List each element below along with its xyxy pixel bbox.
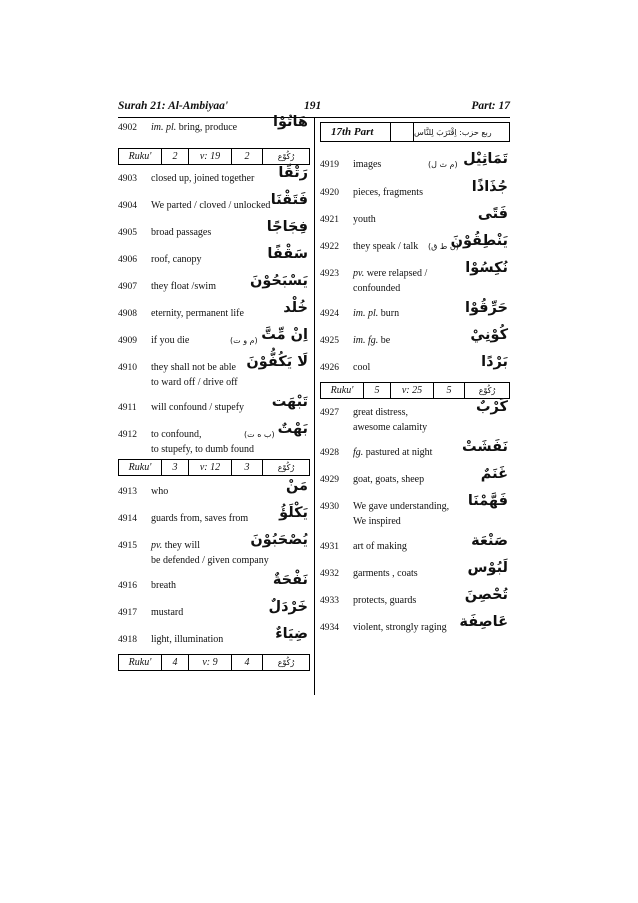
entry-meaning: im. fg. be: [353, 335, 391, 346]
entry-number: 4913: [118, 487, 137, 497]
ruku-marker-2: [118, 148, 310, 165]
ruku-number-2: 5: [434, 383, 465, 398]
ruku-arabic: رُكُوْع: [277, 658, 295, 667]
part-number: Part: 17: [471, 100, 510, 112]
entry-meaning: breath: [151, 580, 176, 591]
entry-meaning: mustard: [151, 607, 184, 618]
entry-number: 4911: [118, 403, 137, 413]
ruku-arabic: رُكُوْع: [478, 386, 496, 395]
entry-arabic: فَتَقْنَا: [270, 192, 308, 208]
entry-number: 4928: [320, 448, 339, 458]
entry-meaning: guards from, saves from: [151, 513, 249, 524]
ruku-verses: v: 19: [189, 149, 232, 164]
entry-number: 4914: [118, 514, 137, 524]
entry-number: 4921: [320, 215, 339, 225]
entry-number: 4915: [118, 541, 137, 551]
entry-arabic: نُكِسُوْا: [465, 260, 508, 276]
entry-meaning-2: to ward off / drive off: [151, 377, 238, 388]
ruku-verses: v: 9: [189, 655, 232, 670]
entry-meaning-2: awesome calamity: [353, 422, 428, 433]
entry-number: 4934: [320, 623, 339, 633]
page-header: [118, 100, 510, 114]
entry-meaning: We gave understanding,: [353, 501, 450, 512]
entry-arabic: غَنَمٌ: [480, 466, 508, 482]
ruku-label: Ruku': [119, 149, 162, 164]
entry-arabic: سَقْفًا: [267, 246, 308, 262]
entry-number: 4912: [118, 430, 137, 440]
entry-meaning: youth: [353, 214, 376, 225]
vocab-entry-4926: [320, 354, 510, 382]
entry-meaning-2: to stupefy, to dumb found: [151, 444, 254, 455]
entry-arabic: رَتْقًا: [278, 165, 308, 181]
ruku-number: 5: [364, 383, 391, 398]
part-header: [320, 122, 510, 142]
entry-arabic: يَسْبَحُوْنَ: [249, 273, 308, 289]
entry-number: 4917: [118, 608, 137, 618]
entry-number: 4930: [320, 502, 339, 512]
entry-number: 4925: [320, 336, 339, 346]
entry-meaning: im. pl. burn: [353, 308, 400, 319]
entry-number: 4916: [118, 581, 137, 591]
entry-arabic: فَتًى: [477, 206, 508, 222]
ruku-number: 3: [162, 460, 189, 475]
entry-meaning: to confound,: [151, 429, 202, 440]
entry-meaning: We parted / cloved / unlocked: [151, 200, 271, 211]
entry-meaning: garments , coats: [353, 568, 418, 579]
entry-arabic: تُحْصِنَ: [464, 587, 508, 603]
entry-meaning: art of making: [353, 541, 407, 552]
entry-meaning: great distress,: [353, 407, 408, 418]
entry-number: 4923: [320, 269, 339, 279]
entry-root: (م ث ل): [428, 160, 458, 169]
entry-number: 4926: [320, 363, 339, 373]
entry-arabic: خُلْد: [283, 300, 308, 316]
entry-arabic: خَرْدَلٌ: [268, 599, 308, 615]
entry-meaning: they shall not be able: [151, 362, 236, 373]
right-column: [320, 122, 510, 649]
ruku-number: 2: [162, 149, 189, 164]
entry-arabic: اِنْ مِّتَّ: [261, 327, 308, 343]
vocab-entry-4902: [118, 114, 310, 148]
entry-meaning: who: [151, 486, 169, 497]
entry-meaning: roof, canopy: [151, 254, 202, 265]
ruku-label: Ruku': [119, 460, 162, 475]
entry-arabic: فَهَّمْنَا: [467, 493, 508, 509]
entry-meaning: pv. were relapsed /: [353, 268, 428, 279]
entry-meaning: closed up, joined together: [151, 173, 255, 184]
part-arabic: ربع حزب: اِقْتَرَبَ لِلنَّاس: [414, 127, 492, 137]
entry-arabic: حَرِّقُوْا: [464, 300, 508, 316]
entry-meaning: pv. they will: [151, 540, 200, 551]
vocab-entry-4912: [118, 421, 310, 459]
ruku-label: Ruku': [119, 655, 162, 670]
vocab-entry-4907: [118, 273, 310, 308]
entry-number: 4933: [320, 596, 339, 606]
entry-arabic: هَاتُوْا: [272, 114, 308, 130]
entry-number: 4929: [320, 475, 339, 485]
entry-meaning: fg. pastured at night: [353, 447, 433, 458]
entry-meaning: they speak / talk: [353, 241, 419, 252]
entry-arabic: تَبْهَت: [271, 394, 308, 410]
entry-number: 4902: [118, 123, 137, 133]
entry-meaning: goat, goats, sheep: [353, 474, 425, 485]
entry-meaning: if you die: [151, 335, 190, 346]
entry-number: 4904: [118, 201, 137, 211]
surah-title: Surah 21: Al-Ambiyaa': [118, 100, 229, 112]
entry-meaning: will confound / stupefy: [151, 402, 245, 413]
entry-number: 4922: [320, 242, 339, 252]
ruku-number-2: 3: [232, 460, 263, 475]
entry-number: 4905: [118, 228, 137, 238]
entry-arabic: جُذَاذًا: [471, 179, 508, 195]
entry-meaning: protects, guards: [353, 595, 417, 606]
entry-number: 4920: [320, 188, 339, 198]
vocab-entry-4918: [118, 626, 310, 654]
entry-number: 4903: [118, 174, 137, 184]
ruku-number: 4: [162, 655, 189, 670]
entry-number: 4906: [118, 255, 137, 265]
entry-number: 4918: [118, 635, 137, 645]
entry-number: 4910: [118, 363, 137, 373]
entry-meaning: pieces, fragments: [353, 187, 423, 198]
entry-arabic: يُصْحَبُوْنَ: [250, 532, 308, 548]
entry-arabic: فِجَاجًا: [266, 219, 308, 235]
entry-arabic: لَا يَكُفُّوْنَ: [246, 354, 308, 370]
ruku-number-2: 2: [232, 149, 263, 164]
entry-arabic: نَفَشَتْ: [462, 439, 508, 455]
entry-arabic: كَرْبٌ: [475, 399, 508, 415]
ruku-verses: v: 12: [189, 460, 232, 475]
entry-arabic: ضِيَاءٌ: [275, 626, 308, 642]
ruku-arabic: رُكُوْع: [277, 463, 295, 472]
ruku-marker-5: [320, 382, 510, 399]
entry-meaning: light, illumination: [151, 634, 224, 645]
entry-number: 4908: [118, 309, 137, 319]
entry-arabic: نَفْحَةٌ: [272, 572, 308, 588]
ruku-verses: v: 25: [391, 383, 434, 398]
entry-arabic: بَرْدًا: [481, 354, 508, 370]
entry-meaning-2: We inspired: [353, 516, 401, 527]
entry-number: 4932: [320, 569, 339, 579]
entry-number: 4909: [118, 336, 137, 346]
entry-meaning-2: be defended / given company: [151, 555, 269, 566]
entry-arabic: صَنْعَة: [471, 533, 508, 549]
entry-arabic: مَنْ: [285, 478, 308, 494]
ruku-arabic: رُكُوْع: [277, 152, 295, 161]
entry-meaning-2: confounded: [353, 283, 401, 294]
entry-number: 4931: [320, 542, 339, 552]
part-label: 17th Part: [321, 123, 391, 141]
entry-meaning: cool: [353, 362, 371, 373]
entry-meaning: broad passages: [151, 227, 212, 238]
entry-meaning: violent, strongly raging: [353, 622, 447, 633]
entry-arabic: يَكْلَؤُ: [279, 505, 308, 521]
entry-root: (ن ط ق): [428, 242, 459, 251]
entry-meaning: im. pl. bring, produce: [151, 122, 238, 133]
entry-arabic: لَبُوْس: [467, 560, 508, 576]
entry-meaning: they float /swim: [151, 281, 216, 292]
part-spacer: [391, 123, 414, 141]
entry-root: (م و ت): [230, 336, 258, 345]
ruku-marker-4: [118, 654, 310, 671]
ruku-number-2: 4: [232, 655, 263, 670]
entry-number: 4919: [320, 160, 339, 170]
entry-arabic: بَهْتٌ: [277, 421, 308, 437]
entry-number: 4924: [320, 309, 339, 319]
entry-number: 4927: [320, 408, 339, 418]
ruku-label: Ruku': [321, 383, 364, 398]
entry-arabic: عَاصِفَة: [459, 614, 508, 630]
ruku-marker-3: [118, 459, 310, 476]
entry-arabic: كُوْنِيْ: [470, 327, 508, 343]
page-number: 191: [304, 100, 322, 112]
column-divider: [314, 117, 315, 695]
entry-arabic: تَمَاثِيْل: [463, 151, 508, 167]
left-column: [118, 114, 310, 671]
vocab-entry-4934: [320, 614, 510, 649]
entry-meaning: images: [353, 159, 382, 170]
entry-arabic: يَنْطِقُوْنَ: [450, 233, 508, 249]
entry-number: 4907: [118, 282, 137, 292]
entry-meaning: eternity, permanent life: [151, 308, 244, 319]
entry-root: (ب ه ت): [244, 430, 275, 439]
